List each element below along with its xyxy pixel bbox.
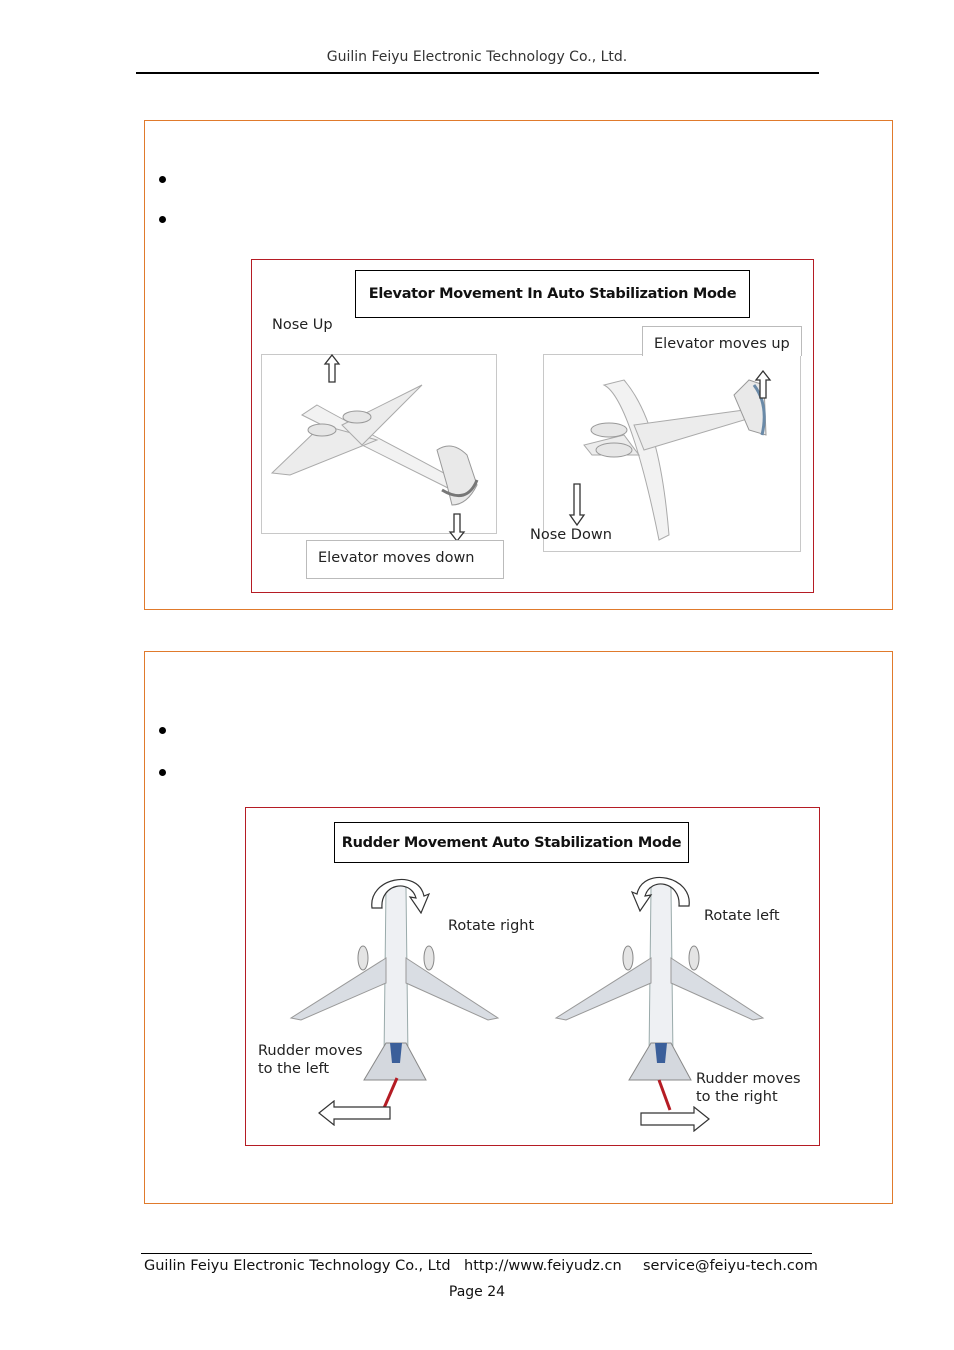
arrow-left-icon	[318, 1100, 392, 1126]
elevator-down-label: Elevator moves down	[318, 550, 475, 566]
arrow-down-icon	[448, 512, 466, 542]
bullet-point	[159, 216, 166, 223]
elevator-figure-title: Elevator Movement In Auto Stabilization Mode	[355, 270, 750, 318]
bullet-point	[159, 176, 166, 183]
rudder-left-label: Rudder moves to the left	[258, 1043, 363, 1077]
arrow-up-icon	[323, 354, 341, 384]
header-rule	[136, 72, 819, 74]
elevator-figure	[251, 259, 814, 593]
rudder-figure	[245, 807, 820, 1146]
arrow-down-icon	[568, 482, 586, 526]
nose-down-label: Nose Down	[530, 527, 612, 543]
footer-rule	[141, 1253, 812, 1254]
nose-up-label: Nose Up	[272, 317, 333, 333]
bullet-point	[159, 769, 166, 776]
header-company: Guilin Feiyu Electronic Technology Co., Ltd.	[326, 49, 628, 65]
elevator-up-label: Elevator moves up	[654, 336, 790, 352]
elevator-down-box	[306, 540, 504, 579]
footer-email-link[interactable]: service@feiyu-tech.com	[643, 1258, 818, 1274]
page-number: Page 24	[448, 1284, 506, 1300]
rotate-left-label: Rotate left	[704, 908, 780, 924]
rotate-right-icon	[366, 866, 430, 914]
rotate-left-icon	[631, 864, 695, 912]
rotate-right-label: Rotate right	[448, 918, 535, 934]
rudder-right-label: Rudder moves to the right	[696, 1071, 801, 1105]
footer-company: Guilin Feiyu Electronic Technology Co., Ltd	[144, 1258, 451, 1274]
elevator-up-box	[642, 326, 802, 356]
footer-website-link[interactable]: http://www.feiyudz.cn	[464, 1258, 622, 1274]
bullet-point	[159, 727, 166, 734]
plane-nose-up-icon	[262, 355, 496, 533]
rudder-figure-title: Rudder Movement Auto Stabilization Mode	[334, 822, 689, 863]
arrow-up-icon	[754, 370, 772, 400]
arrow-right-icon	[640, 1106, 710, 1132]
plane-nose-up-image	[261, 354, 497, 534]
